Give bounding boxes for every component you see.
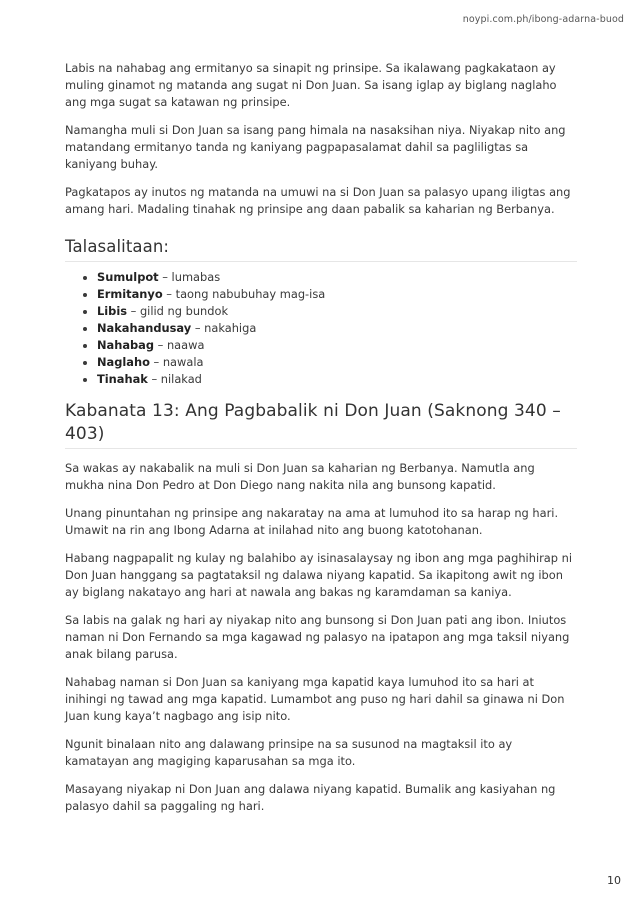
vocabulary-item <box>97 303 577 320</box>
vocabulary-term: Naglaho <box>97 355 150 369</box>
vocabulary-list <box>65 269 577 388</box>
chapter-paragraph-4: Sa labis na galak ng hari ay niyakap nito ang bunsong si Don Juan pati ang ibon. Iniutos naman ni Don Fernando sa mga kagawad ng palasyo na ipatapon ang mga taksil niyang anak bilang parusa. <box>65 613 570 661</box>
document-body <box>65 60 577 826</box>
vocabulary-item <box>97 337 577 354</box>
intro-paragraph-2: Namangha muli si Don Juan sa isang pang himala na nasaksihan niya. Niyakap nito ang matandang ermitanyo tanda ng kaniyang pagpapasalamat dahil sa pagliligtas sa kaniyang buhay. <box>65 123 566 171</box>
page-header-url: noypi.com.ph/ibong-adarna-buod <box>462 14 624 25</box>
vocabulary-item <box>97 269 577 286</box>
vocabulary-definition: – naawa <box>154 338 205 352</box>
vocabulary-term: Sumulpot <box>97 270 159 284</box>
vocabulary-item <box>97 320 577 337</box>
vocabulary-definition: – taong nabubuhay mag-isa <box>162 287 326 301</box>
vocabulary-term: Libis <box>97 304 128 318</box>
chapter-heading: Kabanata 13: Ang Pagbabalik ni Don Juan (Saknong 340 – 403) <box>65 400 577 449</box>
vocabulary-definition: – gilid ng bundok <box>127 304 229 318</box>
vocabulary-definition: – nawala <box>149 355 204 369</box>
vocabulary-term: Ermitanyo <box>97 287 163 301</box>
chapter-paragraph-1: Sa wakas ay nakabalik na muli si Don Juan sa kaharian ng Berbanya. Namutla ang mukha nina Don Pedro at Don Diego nang nakita nila ang bunsong kapatid. <box>65 461 535 492</box>
vocabulary-term: Nakahandusay <box>97 321 192 335</box>
page-number: 10 <box>607 874 621 887</box>
vocabulary-term: Nahabag <box>97 338 155 352</box>
chapter-paragraph-2: Unang pinuntahan ng prinsipe ang nakaratay na ama at lumuhod ito sa harap ng hari. Umawit na rin ang Ibong Adarna at inilahad nito ang buong katotohanan. <box>65 506 559 537</box>
vocabulary-item <box>97 286 577 303</box>
vocabulary-definition: – nakahiga <box>191 321 257 335</box>
vocabulary-heading: Talasalitaan: <box>65 236 577 262</box>
chapter-paragraph-5: Nahabag naman si Don Juan sa kaniyang mga kapatid kaya lumuhod ito sa hari at inihingi ng tawad ang mga kapatid. Lumambot ang puso ng hari dahil sa ginawa ni Don Juan kung kaya’t nagbago ang isip nito. <box>65 675 565 723</box>
chapter-paragraph-7: Masayang niyakap ni Don Juan ang dalawa niyang kapatid. Bumalik ang kasiyahan ng palasyo dahil sa paggaling ng hari. <box>65 782 556 813</box>
chapter-paragraph-3: Habang nagpapalit ng kulay ng balahibo ay isinasalaysay ng ibon ang mga paghihirap ni Don Juan hanggang sa pagtataksil ng dalawa niyang kapatid. Sa ikapitong awit ng ibon ay biglang nakatayo ang hari at nawala ang bakas ng karamdaman sa kaniya. <box>65 551 573 599</box>
intro-paragraph-3: Pagkatapos ay inutos ng matanda na umuwi na si Don Juan sa palasyo upang iligtas ang amang hari. Madaling tinahak ng prinsipe ang daan pabalik sa kaharian ng Berbanya. <box>65 185 571 216</box>
vocabulary-item <box>97 371 577 388</box>
chapter-paragraph-6: Ngunit binalaan nito ang dalawang prinsipe na sa susunod na magtaksil ito ay kamatayan ang magiging kaparusahan sa mga ito. <box>65 737 513 768</box>
vocabulary-definition: – lumabas <box>158 270 221 284</box>
intro-paragraph-1: Labis na nahabag ang ermitanyo sa sinapit ng prinsipe. Sa ikalawang pagkakataon ay muling ginamot ng matanda ang sugat ni Don Juan. Sa isang iglap ay biglang naglaho ang mga sugat sa katawan ng prinsipe. <box>65 61 557 109</box>
vocabulary-item <box>97 354 577 371</box>
vocabulary-term: Tinahak <box>97 372 148 386</box>
vocabulary-definition: – nilakad <box>147 372 202 386</box>
